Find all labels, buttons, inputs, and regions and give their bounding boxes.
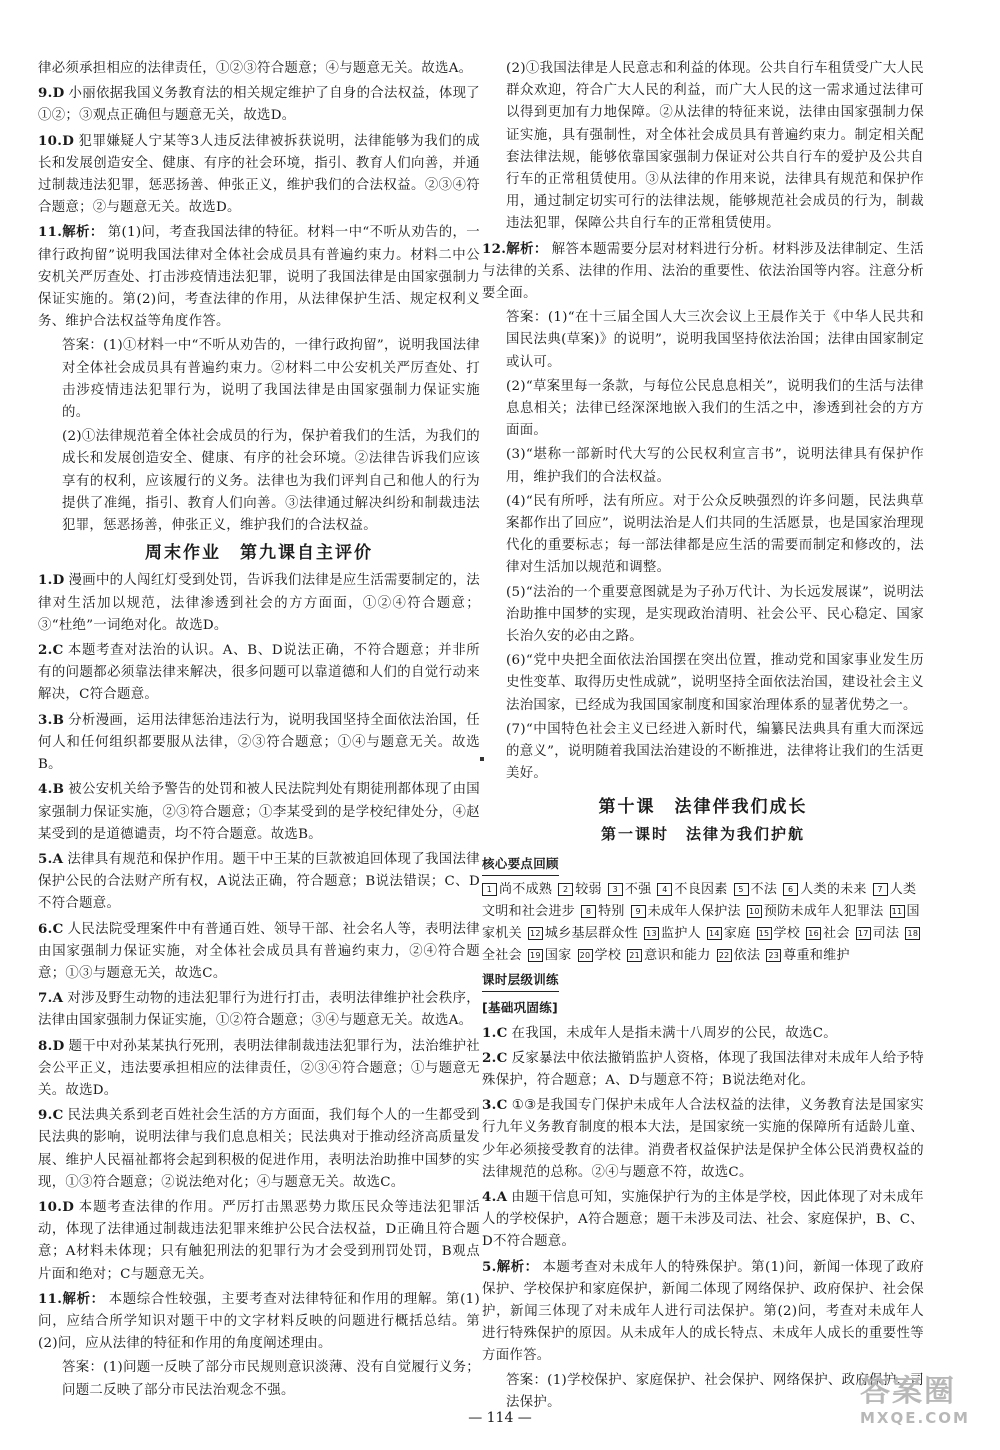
key-point-number: 16 xyxy=(806,927,821,940)
key-point xyxy=(482,882,552,897)
question-item xyxy=(38,58,480,80)
question-item xyxy=(38,639,480,707)
question-item xyxy=(38,987,480,1032)
question-text: 本题考查对法治的认识。A、B、D说法正确，不符合题意；并非所有的问题都必须靠法律来解决，很多问题可以靠道德和人们的自觉行动来解决，C符合题意。 xyxy=(38,643,480,703)
key-point-number: 6 xyxy=(783,883,798,896)
question-number: 4.B xyxy=(38,781,65,798)
question-text: 犯罪嫌疑人宁某等3人违反法律被拆获说明，法律能够为我们的成长和发展创造安全、健康、有序的社会环境，指引、教育人们向善，并通过制裁违法犯罪，惩恶扬善、伸张正义，维护我们的合法权益。②③④符合题意；②与题意无关。故选D。 xyxy=(38,133,480,216)
key-point-text: 人类文明和社会进步 xyxy=(482,882,917,920)
question-text: 人民法院受理案件中有普通百姓、领导干部、社会名人等，表明法律由国家强制力保证实施，对全体社会成员具有普遍约束力，②④符合题意；①③与题意无关，故选C。 xyxy=(38,921,480,981)
key-point-text: 司法 xyxy=(872,926,900,942)
key-point xyxy=(528,926,638,941)
answer-paragraph: (5)“法治的一个重要意图就是为子孙万代计、为长远发展谋”，说明法治助推中国梦的实现，是实现政治清明、社会公平、民心稳定、国家长治久安的必由之路。 xyxy=(506,584,924,645)
key-point-number: 10 xyxy=(747,905,762,918)
question-number: 9.C xyxy=(38,1107,64,1124)
key-point xyxy=(644,926,701,941)
key-point-text: 学校 xyxy=(594,948,622,964)
question-number: 11.解析： xyxy=(38,1290,105,1307)
key-point-text: 不法 xyxy=(750,882,778,898)
question-text: 解答本题需要分层对材料进行分析。材料涉及法律制定、生活与法律的关系、法律的作用、法治的重要性、依法治国等内容。注意分析要全面。 xyxy=(482,241,924,302)
question-item xyxy=(38,569,480,637)
question-number: 3.B xyxy=(38,711,65,728)
question-item xyxy=(38,1035,480,1103)
key-point-text: 尊重和维护 xyxy=(783,948,850,964)
key-point xyxy=(806,926,850,941)
key-point-number: 7 xyxy=(873,883,888,896)
item-12 xyxy=(482,238,924,306)
question-text: 反家暴法中依法撤销监护人资格，体现了我国法律对未成年人给予特殊保护，符合题意；A、D与题意不符；B说法绝对化。 xyxy=(482,1050,924,1088)
key-point-text: 预防未成年人犯罪法 xyxy=(763,904,884,920)
question-item xyxy=(482,1186,924,1254)
left-items-bottom xyxy=(38,569,480,1355)
question-item xyxy=(482,1022,924,1045)
key-point-number: 3 xyxy=(608,883,623,896)
question-text: 被公安机关给予警告的处罚和被人民法院判处有期徒刑都体现了由国家强制力保证实施，②③符合题意；①李某受到的是学校纪律处分，④赵某受到的是道德谴责，均不符合题意。故选B。 xyxy=(38,782,480,842)
key-point-number: 8 xyxy=(581,905,596,918)
key-point-text: 城乡基层群众性 xyxy=(544,926,639,942)
question-text: 法律具有规范和保护作用。题干中王某的巨款被追回体现了我国法律保护公民的合法财产所有权，A说法正确，符合题意；B说法错误；C、D不符合题意。 xyxy=(38,851,480,912)
key-point-number: 15 xyxy=(757,927,772,940)
question-text: ①③是我国专门保护未成年人合法权益的法律，义务教育法是国家实行九年义务教育制度的根本大法，是国家统一实施的保障所有适龄儿童、少年必须接受教育的法律。消费者权益保护法是保护全体公民消费权益的法律规范的总称。②④与题意不符，故选C。 xyxy=(482,1098,924,1180)
key-point xyxy=(558,882,602,897)
key-point-text: 国家 xyxy=(544,948,572,964)
question-text: 小丽依据我国义务教育法的相关规定维护了自身的合法权益，体现了①②；③观点正确但与题意无关，故选D。 xyxy=(38,86,480,124)
watermark-url: MXQE.COM xyxy=(860,1409,970,1427)
question-item xyxy=(482,1256,924,1368)
key-point-text: 不强 xyxy=(624,882,652,898)
key-point-number: 2 xyxy=(558,883,573,896)
key-point-text: 人类的未来 xyxy=(800,882,867,898)
key-point-text: 全社会 xyxy=(482,948,522,964)
key-point-number: 13 xyxy=(644,927,659,940)
question-item xyxy=(38,221,480,333)
answer-11b: 答案：(1)问题一反映了部分市民规则意识淡薄、没有自觉履行义务；问题二反映了部分市民法治观念不强。 xyxy=(62,1360,480,1398)
answer-5: 答案：(1)学校保护、家庭保护、社会保护、网络保护、政府保护、司法保护。 xyxy=(506,1372,924,1410)
left-column xyxy=(38,58,480,1404)
question-item xyxy=(38,1196,480,1286)
question-number: 5.解析： xyxy=(482,1258,539,1275)
key-point-text: 社会 xyxy=(823,926,850,942)
question-number: 1.C xyxy=(482,1024,508,1041)
question-item xyxy=(482,238,924,306)
question-text: 本题考查法律的作用。严厉打击黑恶势力欺压民众等违法犯罪活动，体现了法律通过制裁违法犯罪来维护公民合法权益，D正确且符合题意；A材料未体现；只有触犯刑法的犯罪行为才会受到刑罚处罚，B观点片面和绝对；C与题意无关。 xyxy=(38,1199,480,1282)
key-point-text: 家庭 xyxy=(723,926,751,942)
key-points xyxy=(482,879,924,967)
answer-11 xyxy=(38,335,480,537)
question-text: 由题干信息可知，实施保护行为的主体是学校，因此体现了对未成年人的学校保护，A符合题意；题干未涉及司法、社会、家庭保护，B、C、D不符合题意。 xyxy=(482,1189,924,1250)
key-point-number: 5 xyxy=(734,883,749,896)
question-number: 12.解析： xyxy=(482,240,548,257)
key-point xyxy=(717,948,761,963)
answer-paragraph: (6)“党中央把全面依法治国摆在突出位置，推动党和国家事业发生历史性变革、取得历史性成就”，说明坚持全面依法治国，建设社会主义法治国家，已经成为我国国家制度和国家治理体系的显著优势之一。 xyxy=(506,653,924,713)
watermark-title: 答案圈 xyxy=(860,1374,956,1409)
core-points-label: 核心要点回顾 xyxy=(482,853,559,876)
key-point xyxy=(747,904,884,919)
question-number: 10.D xyxy=(38,1198,75,1215)
question-text: 分析漫画，运用法律惩治违法行为，说明我国坚持全面依法治国，任何人和任何组织都要服从法律，②③符合题意；①④与题意无关。故选B。 xyxy=(38,712,480,773)
key-point-number: 14 xyxy=(707,927,722,940)
question-number: 5.A xyxy=(38,850,64,867)
key-point xyxy=(757,926,801,941)
question-number: 8.D xyxy=(38,1037,65,1054)
bullet-mark xyxy=(480,757,484,761)
lesson-title: 第十课 法律伴我们成长 xyxy=(598,796,808,817)
watermark-logo xyxy=(860,1375,990,1445)
key-point-text: 意识和能力 xyxy=(644,948,711,964)
question-item xyxy=(482,1094,924,1184)
question-item xyxy=(38,130,480,220)
key-point-number: 20 xyxy=(578,949,593,962)
key-point-number: 19 xyxy=(528,949,543,962)
answer-11-part2: (2)①我国法律是人民意志和利益的体现。公共自行车租赁受广大人民群众欢迎，符合广大人民的利益，而广大人民的这一需求通过法律可以得到更加有力地保障。②从法律的特征来说，法律由国家强制力保证实施，具有强制性，对全体社会成员具有普遍约束力。制定相关配套法律法规，能够依靠国家强制力保证对公共自行车的爱护及公共自行车的正常租赁使用。③从法律的作用来说，法律具有规范和保护作用，通过制定切实可行的法律法规，能够规范社会成员的行为，制裁违法犯罪，保障公共自行车的正常租赁使用。 xyxy=(506,61,924,232)
weekend-title: 周末作业 第九课自主评价 xyxy=(145,543,373,564)
question-text: 律必须承担相应的法律责任，①②③符合题意；④与题意无关。故选A。 xyxy=(38,61,473,76)
question-text: 漫画中的人闯红灯受到处罚，告诉我们法律是应生活需要制定的，法律对生活加以规范，法律渗透到社会的方方面面，①②④符合题意；③“杜绝”一词绝对化。故选D。 xyxy=(38,573,480,633)
question-text: 题干中对孙某某执行死刑，表明法律制裁违法犯罪行为，法治维护社会公平正义，违法要承担相应的法律责任，②③④符合题意；①与题意无关。故选D。 xyxy=(38,1038,480,1098)
key-point xyxy=(657,882,727,897)
question-number: 6.C xyxy=(38,920,64,937)
key-point xyxy=(707,926,751,941)
question-item xyxy=(38,778,480,846)
question-number: 1.D xyxy=(38,572,65,589)
key-point xyxy=(766,948,850,963)
key-point-number: 11 xyxy=(890,905,905,918)
question-item xyxy=(38,82,480,127)
key-point xyxy=(734,882,778,897)
question-text: 第(1)问，考查我国法律的特征。材料一中“不听从劝告的，一律行政拘留”说明我国法律对全体社会成员具有普遍约束力。材料二中公安机关严厉查处、打击涉疫情违法犯罪，说明了我国法律是由国家强制力保证实施的。第(2)问，考查法律的作用，从法律保护生活、规定权利义务、维护合法权益等角度作答。 xyxy=(38,225,480,330)
question-item xyxy=(38,1104,480,1194)
answer-paragraph: (7)“中国特色社会主义已经进入新时代，编纂民法典具有重大而深远的意义”，说明随着我国法治建设的不断推进，法律将让我们的生活更美好。 xyxy=(506,721,924,782)
question-text: 本题考查对未成年人的特殊保护。第(1)问，新闻一体现了政府保护、学校保护和家庭保护，新闻二体现了网络保护、政府保护、社会保护，新闻三体现了对未成年人进行司法保护。第(2)问，考查对未成年人进行特殊保护的原因。从未成年人的成长特点、未成年人成长的重要性等方面作答。 xyxy=(482,1259,924,1364)
key-point-number: 22 xyxy=(717,949,732,962)
key-point xyxy=(783,882,867,897)
right-items-bottom xyxy=(482,1022,924,1368)
question-number: 3.C xyxy=(482,1097,508,1114)
key-point-text: 较弱 xyxy=(575,882,602,898)
question-text: 本题综合性较强，主要考查对法律特征和作用的理解。第(1)问，应结合所学知识对题干中的文字材料反映的问题进行概括总结。第(2)问，应从法律的特征和作用的角度阐述理由。 xyxy=(38,1291,480,1352)
key-point-text: 特别 xyxy=(598,904,625,920)
answer-paragraph: 答案：(1)“在十三届全国人大三次会议上王晨作关于《中华人民共和国民法典(草案)》的说明”，说明我国坚持依法治国；法律由国家制定或认可。 xyxy=(506,310,924,370)
question-number: 9.D xyxy=(38,85,65,102)
question-text: 在我国，未成年人是指未满十八周岁的公民，故选C。 xyxy=(511,1025,837,1041)
key-point-number: 17 xyxy=(856,927,871,940)
left-items-top xyxy=(38,58,480,333)
answers-12 xyxy=(482,307,924,785)
key-point-number: 12 xyxy=(528,927,543,940)
key-point xyxy=(608,882,652,897)
question-item xyxy=(38,1288,480,1356)
key-point-number: 23 xyxy=(766,949,781,962)
key-point-text: 监护人 xyxy=(661,926,701,942)
key-point-text: 未成年人保护法 xyxy=(647,904,741,920)
key-point xyxy=(627,948,711,963)
answer-paragraph: 答案：(1)①材料一中“不听从劝告的，一律行政拘留”，说明我国法律对全体社会成员具有普遍约束力。②材料二中公安机关严厉查处、打击涉疫情违法犯罪行为，说明了我国法律是由国家强制力保证实施的。 xyxy=(62,338,480,421)
question-number: 11.解析： xyxy=(38,224,104,241)
key-point-number: 1 xyxy=(482,883,497,896)
key-point-text: 学校 xyxy=(773,926,801,942)
basic-label: [基础巩固练] xyxy=(482,1000,559,1016)
key-point-text: 不良因素 xyxy=(674,882,728,898)
key-point-text: 尚不成熟 xyxy=(499,882,553,898)
key-point-number: 18 xyxy=(905,927,920,940)
question-text: 民法典关系到老百姓社会生活的方方面面，我们每个人的一生都受到民法典的影响，说明法律与我们息息相关；民法典对于推动经济高质量发展、维护人民福祉都将会起到积极的促进作用，表明法治助推中国梦的实现，①③符合题意；②说法绝对化；④与题意无关。故选C。 xyxy=(38,1108,480,1190)
question-item xyxy=(38,848,480,916)
answer-paragraph: (2)“草案里每一条款，与每位公民息息相关”，说明我们的生活与法律息息相关；法律已经深深地嵌入我们的生活之中，渗透到社会的方方面面。 xyxy=(506,378,924,439)
question-number: 10.D xyxy=(38,132,75,149)
answer-paragraph: (4)“民有所呼，法有所应。对于公众反映强烈的许多问题，民法典草案都作出了回应”，说明法治是人们共同的生活愿景，也是国家治理现代化的重要标志；每一部法律都是应生活的需要而制定和修改的，法律对生活加以规范和调整。 xyxy=(506,493,924,576)
key-point xyxy=(856,926,900,941)
lesson-subtitle: 第一课时 法律为我们护航 xyxy=(600,824,805,843)
right-column xyxy=(482,58,924,1416)
page-number: — 114 — xyxy=(468,1410,532,1426)
key-point-text: 国家机关 xyxy=(482,904,920,942)
question-item xyxy=(482,1047,924,1092)
key-point-number: 21 xyxy=(627,949,642,962)
question-number: 4.A xyxy=(482,1188,508,1205)
key-point xyxy=(631,904,741,919)
question-number: 7.A xyxy=(38,990,64,1007)
key-point-number: 4 xyxy=(657,883,672,896)
question-number: 2.C xyxy=(482,1049,508,1066)
question-item xyxy=(38,709,480,777)
answer-paragraph: (2)①法律规范着全体社会成员的行为，保护着我们的生活，为我们的成长和发展创造安全、健康、有序的社会环境。②法律告诉我们应该享有的权利，应该履行的义务。法律也为我们评判自己和他人的行为提供了准绳，指引、教育人们向善。③法律通过解决纠纷和制裁违法犯罪，惩恶扬善，伸张正义，维护我们的合法权益。 xyxy=(62,429,480,534)
answer-paragraph: (3)“堪称一部新时代大写的公民权利宣言书”，说明法律具有保护作用，维护我们的合法权益。 xyxy=(506,447,924,485)
key-point-text: 依法 xyxy=(733,948,761,964)
key-point xyxy=(528,948,572,963)
key-point-number: 9 xyxy=(631,905,646,918)
question-item xyxy=(38,918,480,986)
question-text: 对涉及野生动物的违法犯罪行为进行打击，表明法律维护社会秩序，法律由国家强制力保证实施，①②符合题意；③④与题意无关。故选A。 xyxy=(38,991,480,1029)
training-label: 课时层级训练 xyxy=(482,969,559,992)
key-point xyxy=(578,948,622,963)
question-number: 2.C xyxy=(38,642,64,659)
key-point xyxy=(581,904,625,919)
